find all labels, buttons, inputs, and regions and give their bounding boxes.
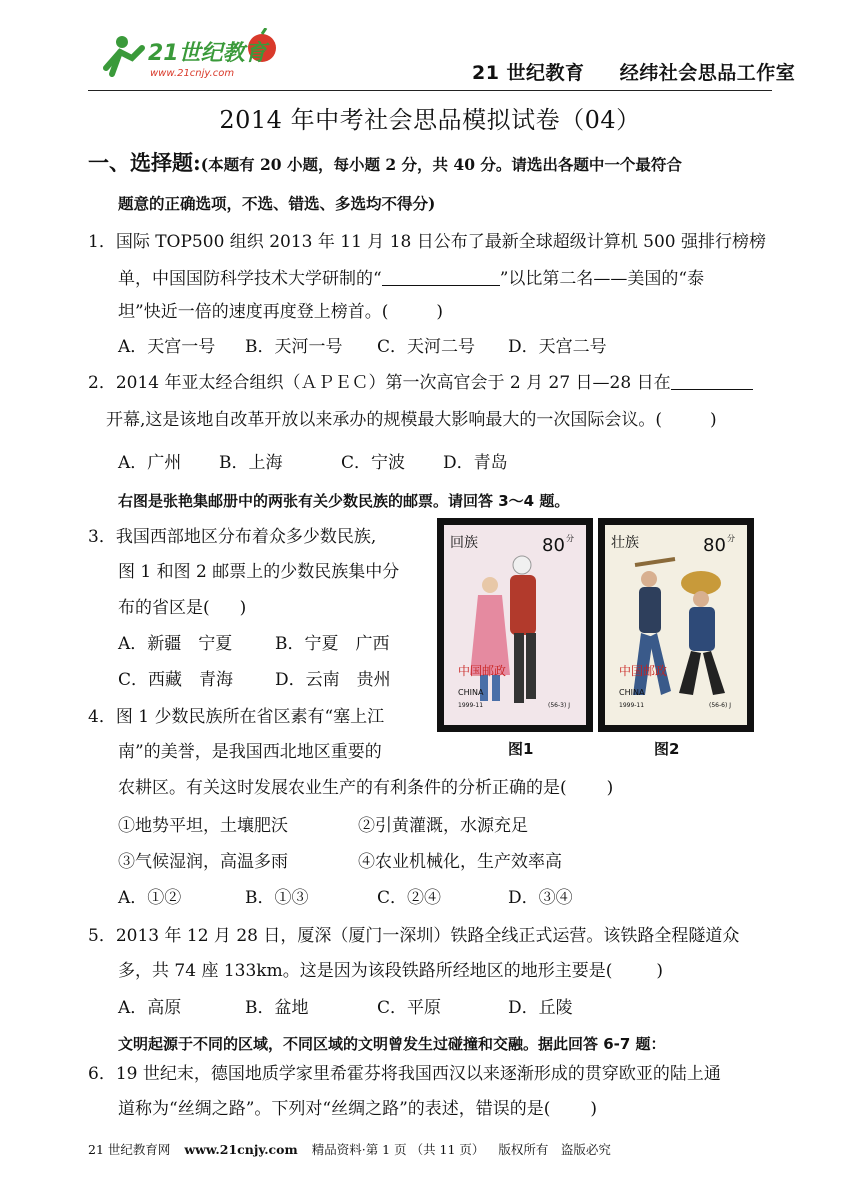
q3-stem-end: 布的省区是( <box>118 598 210 618</box>
q5-option-a: A．高原 <box>118 998 182 1018</box>
q3-line-2: 图 1 和图 2 邮票上的少数民族集中分 <box>118 562 400 582</box>
stamp-2-serial: (56-6) J <box>709 702 731 709</box>
q4-option-b: B．①③ <box>245 888 309 908</box>
page-title: 2014 年中考社会思品模拟试卷（04） <box>219 106 641 134</box>
q3-line-1: 3．我国西部地区分布着众多少数民族, <box>88 527 377 547</box>
q2-option-a: A．广州 <box>118 453 182 473</box>
answer-blank <box>382 269 500 286</box>
stamp-2-value: 80 <box>703 535 726 556</box>
q3-option-c: C．西藏 青海 <box>118 670 234 690</box>
q5-option-d: D．丘陵 <box>508 998 573 1018</box>
figure-2-caption: 图2 <box>654 740 680 758</box>
q2-line-2 <box>106 409 717 431</box>
footer-rights: 版权所有 盗版必究 <box>498 1142 611 1157</box>
q3-paren-close: ) <box>239 598 247 618</box>
q3-option-d: D．云南 贵州 <box>275 670 391 690</box>
stamp-2-latin: CHINA <box>619 688 645 697</box>
figure-1-caption: 图1 <box>508 740 534 758</box>
q4-line-3 <box>118 777 613 799</box>
q4-line-2: 南”的美誉，是我国西北地区重要的 <box>118 742 382 762</box>
page-footer <box>88 1140 621 1158</box>
civilization-intro: 文明起源于不同的区域，不同区域的文明曾发生过碰撞和交融。据此回答 6-7 题： <box>118 1035 666 1053</box>
q2-option-d: D．青岛 <box>443 453 508 473</box>
q6-paren-close: ) <box>590 1099 598 1119</box>
q4-option-a: A．①② <box>118 888 182 908</box>
answer-blank <box>671 373 753 390</box>
q4-item-4: ④农业机械化，生产效率高 <box>358 852 562 872</box>
q2-line-1 <box>88 372 753 394</box>
q4-stem-end: 农耕区。有关这时发展农业生产的有利条件的分析正确的是( <box>118 778 567 798</box>
stamp-1-country: 中国邮政 <box>458 664 507 678</box>
section-instruction-2: 题意的正确选项，不选、错选、多选均不得分) <box>118 194 436 213</box>
q1-paren-close: ) <box>436 302 443 322</box>
section-title: 一、选择题: <box>88 150 201 175</box>
q5-option-b: B．盆地 <box>245 998 309 1018</box>
footer-page-info: 精品资料·第 1 页 （共 11 页） <box>311 1142 485 1157</box>
stamp-2-country: 中国邮政 <box>619 664 668 678</box>
runner-icon <box>106 36 142 74</box>
q4-item-1: ①地势平坦，土壤肥沃 <box>118 816 288 836</box>
q2-stem-end: 开幕,这是该地自改革开放以来承办的规模最大影响最大的一次国际会议。( <box>106 410 663 430</box>
q1-text-a: 单，中国国防科学技术大学研制的“ <box>118 269 382 289</box>
q5-line-1: 5．2013 年 12 月 28 日，厦深（厦门一深圳）铁路全线正式运营。该铁路全程隧道众 <box>88 926 740 946</box>
q6-line-2 <box>118 1098 597 1120</box>
stamp-intro: 右图是张艳集邮册中的两张有关少数民族的邮票。请回答 3～4 题。 <box>118 492 570 510</box>
footer-site: 21 世纪教育网 <box>88 1142 171 1157</box>
q2-stem: 2．2014 年亚太经合组织（ＡＰＥＣ）第一次高官会于 2 月 27 日—28 日在 <box>88 373 671 393</box>
stamp-1-unit: 分 <box>566 534 574 543</box>
header-rule <box>88 90 772 91</box>
q1-line-3 <box>118 301 443 323</box>
section-heading <box>88 152 682 176</box>
stamp-2-code: 1999-11 <box>619 702 645 709</box>
stamp-1-value: 80 <box>542 535 565 556</box>
q2-option-c: C．宁波 <box>341 453 406 473</box>
q5-line-2 <box>118 960 663 982</box>
stamp-2-title: 壮族 <box>611 535 639 551</box>
q1-stem-end: 坦”快近一倍的速度再度登上榜首。( <box>118 302 389 322</box>
q4-paren-close: ) <box>606 778 614 798</box>
q4-item-3: ③气候湿润，高温多雨 <box>118 852 288 872</box>
q4-line-1: 4．图 1 少数民族所在省区素有“塞上江 <box>88 707 385 727</box>
q5-option-c: C．平原 <box>377 998 442 1018</box>
q4-option-d: D．③④ <box>508 888 573 908</box>
q1-option-d: D．天宫二号 <box>508 337 607 357</box>
q5-stem-end: 多，共 74 座 133km。这是因为该段铁路所经地区的地形主要是( <box>118 961 613 981</box>
q4-option-c: C．②④ <box>377 888 442 908</box>
q2-paren-close: ) <box>710 410 717 430</box>
q1-option-b: B．天河一号 <box>245 337 343 357</box>
q1-line-2 <box>118 268 704 290</box>
logo <box>98 28 288 84</box>
footer-url[interactable]: www.21cnjy.com <box>184 1142 298 1157</box>
header-org <box>472 58 795 85</box>
stamp-1-serial: (56-3) J <box>548 702 570 709</box>
q1-option-c: C．天河二号 <box>377 337 476 357</box>
logo-text: 21世纪教育 <box>148 41 267 66</box>
hui-dancers-illustration <box>470 556 536 703</box>
stamp-2-unit: 分 <box>727 534 735 543</box>
q4-item-2: ②引黄灌溉，水源充足 <box>358 816 528 836</box>
q3-option-b: B．宁夏 广西 <box>275 634 390 654</box>
section-instruction-1: (本题有 20 小题，每小题 2 分，共 40 分。请选出各题中一个最符合 <box>200 155 682 174</box>
q5-paren-close: ) <box>656 961 663 981</box>
stamp-figure-2 <box>598 518 754 732</box>
stamp-1-title: 回族 <box>450 535 478 551</box>
stamp-figure-1 <box>437 518 593 732</box>
q6-line-1: 6．19 世纪末，德国地质学家里希霍芬将我国西汉以来逐渐形成的贯穿欧亚的陆上通 <box>88 1064 721 1084</box>
q3-option-a: A．新疆 宁夏 <box>118 634 233 654</box>
stamp-1-latin: CHINA <box>458 688 484 697</box>
q1-text-b: ”以比第二名——美国的“泰 <box>499 269 705 289</box>
header-org-name: 21 世纪教育 <box>472 62 585 84</box>
logo-url: www.21cnjy.com <box>150 68 235 79</box>
stamp-1-code: 1999-11 <box>458 702 484 709</box>
q2-option-b: B．上海 <box>219 453 283 473</box>
q6-stem-end: 道称为“丝绸之路”。下列对“丝绸之路”的表述，错误的是( <box>118 1099 551 1119</box>
q1-line-1: 1．国际 TOP500 组织 2013 年 11 月 18 日公布了最新全球超级计算机 500 强排行榜榜 <box>88 232 766 252</box>
header-studio: 经纬社会思品工作室 <box>619 62 796 84</box>
q1-option-a: A．天宫一号 <box>118 337 216 357</box>
q3-line-3 <box>118 597 246 619</box>
